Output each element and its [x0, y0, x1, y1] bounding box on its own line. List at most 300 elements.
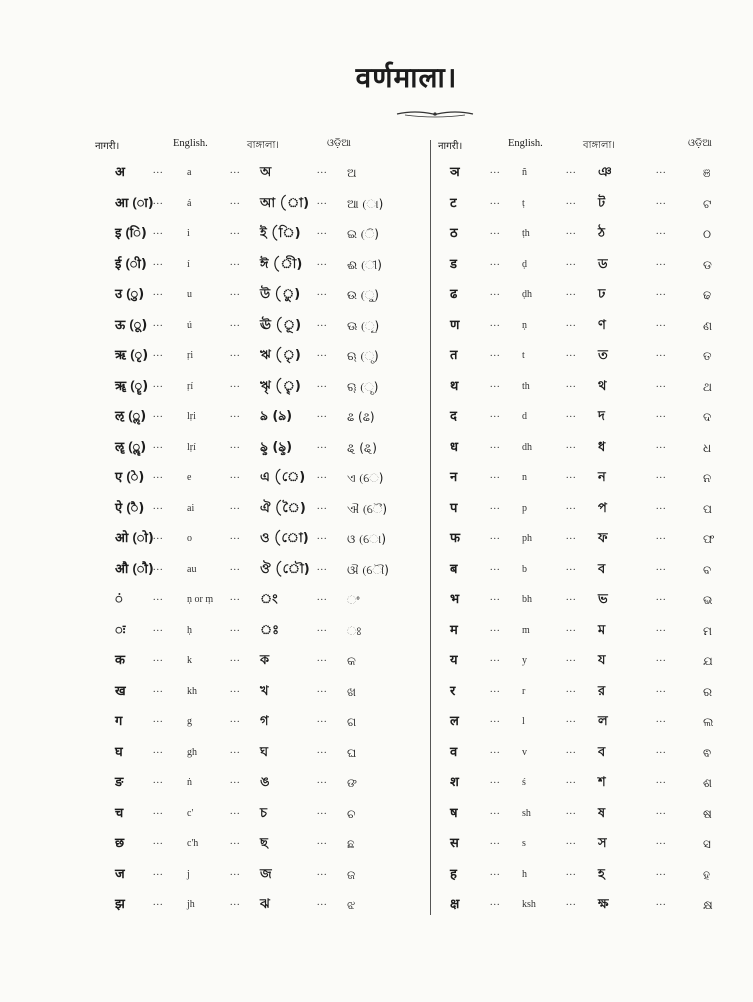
leader-dots: ...: [656, 653, 667, 664]
nagari-cell: ढ: [450, 287, 458, 302]
nagari-cell: ऐ (ै): [115, 500, 145, 516]
leader-dots: ...: [566, 531, 577, 542]
bengali-cell: ছ: [260, 836, 268, 851]
leader-dots: ...: [153, 531, 164, 542]
leader-dots: ...: [153, 653, 164, 664]
bengali-cell: প: [598, 500, 607, 516]
leader-dots: ...: [490, 226, 501, 237]
oriya-cell: ଧ: [703, 440, 712, 455]
nagari-cell: म: [450, 622, 458, 638]
leader-dots: ...: [656, 500, 667, 512]
leader-dots: ...: [317, 226, 328, 237]
english-cell: lṛi: [187, 411, 196, 422]
table-row: [438, 805, 753, 836]
nagari-cell: ऊ (ू): [115, 317, 148, 333]
leader-dots: ...: [566, 805, 577, 817]
bengali-cell: ঌ (ঌ): [260, 409, 293, 424]
leader-dots: ...: [656, 775, 667, 786]
table-row: [95, 408, 425, 439]
page-title: वर्णमाला।: [355, 61, 458, 94]
nagari-cell: ऋ (ृ): [115, 348, 149, 363]
leader-dots: ...: [153, 226, 164, 237]
nagari-cell: श: [450, 775, 459, 790]
leader-dots: ...: [490, 836, 501, 847]
bengali-cell: ই (ি): [260, 226, 301, 241]
english-cell: jh: [187, 899, 195, 910]
leader-dots: ...: [317, 897, 328, 908]
leader-dots: ...: [656, 470, 667, 481]
oriya-cell: ଓ (ୋ): [347, 532, 387, 546]
leader-dots: ...: [153, 378, 164, 390]
table-row: [95, 805, 425, 836]
nagari-cell: क: [115, 653, 125, 668]
leader-dots: ...: [317, 805, 328, 817]
english-cell: h: [522, 868, 527, 880]
table-row: [95, 561, 425, 592]
oriya-cell: ଗ: [347, 715, 357, 729]
nagari-cell: अ: [115, 165, 125, 180]
bengali-cell: আ (া): [260, 195, 310, 211]
bengali-cell: এ (ে): [260, 470, 306, 485]
leader-dots: ...: [317, 561, 328, 573]
leader-dots: ...: [230, 653, 241, 664]
table-row: [438, 225, 753, 256]
leader-dots: ...: [230, 561, 241, 573]
header-english: English.: [173, 138, 208, 149]
bengali-cell: ট: [598, 195, 606, 211]
nagari-cell: इ (ि): [115, 226, 147, 241]
nagari-cell: आ (ा): [115, 195, 154, 211]
leader-dots: ...: [490, 897, 501, 908]
oriya-cell: ଦ: [703, 410, 712, 424]
leader-dots: ...: [656, 256, 667, 268]
leader-dots: ...: [566, 897, 577, 908]
table-row: [438, 652, 753, 683]
table-row: [438, 591, 753, 622]
leader-dots: ...: [153, 195, 164, 207]
table-row: [438, 835, 753, 866]
leader-dots: ...: [230, 287, 241, 298]
leader-dots: ...: [230, 592, 241, 603]
table-row: [438, 561, 753, 592]
table-row: [95, 164, 425, 195]
leader-dots: ...: [490, 470, 501, 481]
column-divider: [430, 140, 431, 915]
nagari-cell: ध: [450, 439, 458, 455]
bengali-cell: ধ: [598, 439, 606, 455]
table-row: [95, 439, 425, 470]
nagari-cell: ख: [115, 683, 126, 699]
leader-dots: ...: [230, 866, 241, 878]
leader-dots: ...: [656, 348, 667, 359]
leader-dots: ...: [656, 897, 667, 908]
table-row: [95, 256, 425, 287]
bengali-cell: ম: [598, 622, 606, 638]
table-row: [438, 744, 753, 775]
leader-dots: ...: [656, 439, 667, 451]
nagari-cell: स: [450, 836, 459, 851]
nagari-cell: क्ष: [450, 897, 460, 912]
leader-dots: ...: [656, 165, 667, 176]
oriya-cell: ଣ: [703, 318, 713, 333]
leader-dots: ...: [490, 287, 501, 298]
nagari-cell: उ (ु): [115, 287, 145, 302]
english-cell: b: [522, 563, 527, 575]
table-row: [95, 652, 425, 683]
oriya-cell: ମ: [703, 623, 712, 638]
leader-dots: ...: [490, 195, 501, 207]
leader-dots: ...: [153, 409, 164, 420]
leader-dots: ...: [317, 592, 328, 603]
oriya-cell: ଯ: [703, 654, 713, 668]
leader-dots: ...: [317, 836, 328, 847]
nagari-cell: झ: [115, 897, 125, 912]
leader-dots: ...: [566, 866, 577, 878]
leader-dots: ...: [317, 256, 328, 268]
leader-dots: ...: [490, 531, 501, 542]
table-row: [438, 713, 753, 744]
leader-dots: ...: [656, 622, 667, 634]
bengali-cell: ফ: [598, 531, 608, 546]
leader-dots: ...: [317, 470, 328, 481]
english-cell: ṅ: [187, 777, 192, 788]
english-cell: ñ: [522, 167, 527, 178]
bengali-cell: ঞ: [598, 165, 612, 180]
leader-dots: ...: [230, 165, 241, 176]
leader-dots: ...: [230, 897, 241, 908]
bengali-cell: ত: [598, 348, 608, 363]
english-cell: au: [187, 563, 197, 575]
nagari-cell: ॠ (ॄ): [115, 378, 149, 394]
nagari-cell: ब: [450, 561, 458, 577]
leader-dots: ...: [566, 683, 577, 695]
leader-dots: ...: [230, 378, 241, 390]
bengali-cell: ঔ (ৌ): [260, 561, 310, 577]
oriya-cell: ଉ (ୁ): [347, 288, 379, 302]
english-cell: ph: [522, 533, 532, 544]
leader-dots: ...: [490, 439, 501, 451]
leader-dots: ...: [230, 409, 241, 420]
table-row: [95, 530, 425, 561]
leader-dots: ...: [566, 836, 577, 847]
leader-dots: ...: [566, 409, 577, 420]
english-cell: y: [522, 655, 527, 666]
bengali-cell: শ: [598, 775, 606, 790]
header-nagari: नागरी।: [438, 141, 463, 152]
header-bengali: বাঙ্গালা।: [247, 140, 279, 151]
title-ornament: [395, 108, 475, 120]
table-row: [438, 683, 753, 714]
leader-dots: ...: [153, 256, 164, 268]
leader-dots: ...: [490, 348, 501, 359]
oriya-cell: ଠ: [703, 227, 712, 241]
leader-dots: ...: [153, 775, 164, 786]
bengali-cell: ল: [598, 714, 608, 729]
leader-dots: ...: [317, 775, 328, 786]
leader-dots: ...: [153, 470, 164, 481]
leader-dots: ...: [230, 531, 241, 542]
oriya-cell: ଟ: [703, 196, 712, 211]
leader-dots: ...: [153, 348, 164, 359]
bengali-cell: ং: [260, 592, 278, 607]
oriya-cell: ଖ: [347, 684, 356, 699]
table-row: [95, 469, 425, 500]
leader-dots: ...: [230, 256, 241, 268]
leader-dots: ...: [317, 500, 328, 512]
oriya-cell: ବ: [703, 562, 712, 577]
oriya-cell: ଚ: [347, 806, 356, 821]
leader-dots: ...: [317, 165, 328, 176]
leader-dots: ...: [230, 775, 241, 786]
bengali-cell: ঠ: [598, 226, 605, 241]
leader-dots: ...: [566, 378, 577, 390]
leader-dots: ...: [230, 195, 241, 207]
english-cell: th: [522, 380, 530, 392]
leader-dots: ...: [317, 348, 328, 359]
nagari-cell: फ: [450, 531, 461, 546]
bengali-cell: ক: [260, 653, 270, 668]
table-row: [438, 469, 753, 500]
leader-dots: ...: [490, 409, 501, 420]
header-oriya: ଓଡ଼ିଆ: [327, 138, 351, 149]
oriya-cell: ଌ (ଌ): [347, 410, 375, 424]
oriya-cell: ଈ (ୀ): [347, 257, 382, 272]
english-cell: n: [522, 472, 527, 483]
bengali-cell: থ: [598, 378, 607, 394]
leader-dots: ...: [317, 317, 328, 329]
left-column: [95, 138, 425, 918]
bengali-cell: ঐ (ৈ): [260, 500, 306, 516]
bengali-cell: ও (ো): [260, 531, 309, 546]
english-cell: kh: [187, 685, 197, 697]
table-row: [95, 378, 425, 409]
oriya-cell: ଷ: [703, 806, 712, 821]
table-row: [438, 317, 753, 348]
leader-dots: ...: [153, 866, 164, 878]
english-cell: c'h: [187, 838, 199, 849]
bengali-cell: ঋ (ৃ): [260, 348, 301, 363]
oriya-cell: ଂ: [347, 593, 360, 607]
oriya-cell: ଥ: [703, 379, 712, 394]
header-nagari: नागरी।: [95, 141, 120, 152]
leader-dots: ...: [566, 653, 577, 664]
leader-dots: ...: [153, 836, 164, 847]
leader-dots: ...: [656, 226, 667, 237]
leader-dots: ...: [566, 439, 577, 451]
bengali-cell: ব: [598, 744, 606, 760]
leader-dots: ...: [566, 256, 577, 268]
nagari-cell: छ: [115, 836, 125, 851]
oriya-cell: କ୍ଷ: [703, 898, 713, 912]
oriya-cell: ଲ: [703, 715, 714, 729]
table-row: [438, 164, 753, 195]
leader-dots: ...: [230, 500, 241, 512]
oriya-cell: ଵ: [703, 745, 712, 760]
nagari-cell: ञ: [450, 165, 460, 180]
leader-dots: ...: [566, 165, 577, 176]
table-row: [95, 774, 425, 805]
leader-dots: ...: [566, 287, 577, 298]
right-table: [438, 164, 753, 927]
bengali-cell: দ: [598, 409, 605, 424]
leader-dots: ...: [656, 287, 667, 298]
leader-dots: ...: [153, 622, 164, 634]
leader-dots: ...: [317, 744, 328, 756]
english-cell: í: [187, 258, 190, 270]
leader-dots: ...: [566, 622, 577, 634]
bengali-cell: ঈ (ী): [260, 256, 303, 272]
bengali-cell: ঢ: [598, 287, 606, 302]
leader-dots: ...: [230, 470, 241, 481]
leader-dots: ...: [153, 683, 164, 695]
bengali-cell: ষ: [598, 805, 606, 821]
nagari-cell: ग: [115, 714, 123, 729]
oriya-cell: ସ: [703, 837, 711, 851]
leader-dots: ...: [656, 836, 667, 847]
leader-dots: ...: [153, 744, 164, 756]
leader-dots: ...: [656, 409, 667, 420]
leader-dots: ...: [317, 653, 328, 664]
bengali-cell: য: [598, 653, 606, 668]
leader-dots: ...: [153, 165, 164, 176]
table-row: [95, 835, 425, 866]
oriya-cell: ଃ: [347, 623, 362, 638]
leader-dots: ...: [230, 836, 241, 847]
leader-dots: ...: [656, 561, 667, 573]
bengali-cell: ঘ: [260, 744, 269, 760]
english-cell: ksh: [522, 899, 536, 910]
leader-dots: ...: [153, 500, 164, 512]
english-cell: k: [187, 655, 192, 666]
oriya-cell: ଢ: [703, 288, 712, 302]
bengali-cell: ঙ: [260, 775, 270, 790]
english-cell: e: [187, 472, 192, 483]
leader-dots: ...: [490, 775, 501, 786]
leader-dots: ...: [230, 744, 241, 756]
oriya-cell: ଶ: [703, 776, 712, 790]
leader-dots: ...: [317, 622, 328, 634]
bengali-cell: ড: [598, 256, 608, 272]
leader-dots: ...: [317, 195, 328, 207]
english-cell: ś: [522, 777, 526, 788]
leader-dots: ...: [566, 470, 577, 481]
leader-dots: ...: [566, 317, 577, 329]
english-cell: s: [522, 838, 526, 849]
english-cell: i: [187, 228, 190, 239]
oriya-cell: ୡ (ୡ): [347, 440, 377, 455]
leader-dots: ...: [566, 226, 577, 237]
bengali-cell: ঊ (ূ): [260, 317, 302, 333]
table-row: [95, 713, 425, 744]
leader-dots: ...: [656, 378, 667, 390]
leader-dots: ...: [490, 622, 501, 634]
english-cell: ai: [187, 502, 195, 514]
table-row: [438, 378, 753, 409]
oriya-cell: ଘ: [347, 745, 357, 760]
leader-dots: ...: [230, 317, 241, 329]
oriya-cell: ତ: [703, 349, 712, 363]
leader-dots: ...: [317, 439, 328, 451]
table-row: [438, 408, 753, 439]
nagari-cell: ई (ी): [115, 256, 147, 272]
oriya-cell: ଙ: [347, 776, 357, 790]
leader-dots: ...: [490, 592, 501, 603]
english-cell: ḥ: [187, 624, 192, 636]
english-cell: ú: [187, 319, 192, 331]
leader-dots: ...: [566, 195, 577, 207]
leader-dots: ...: [230, 683, 241, 695]
oriya-cell: ଜ: [347, 867, 356, 882]
leader-dots: ...: [153, 561, 164, 573]
bengali-cell: অ: [260, 165, 272, 180]
leader-dots: ...: [230, 714, 241, 725]
oriya-cell: ଇ (ି): [347, 227, 379, 241]
english-cell: m: [522, 624, 530, 636]
english-cell: á: [187, 197, 192, 209]
leader-dots: ...: [153, 439, 164, 451]
nagari-cell: ए (े): [115, 470, 145, 485]
leader-dots: ...: [317, 714, 328, 725]
nagari-cell: र: [450, 683, 456, 699]
english-cell: p: [522, 502, 527, 514]
oriya-cell: ହ: [703, 867, 710, 882]
table-row: [438, 530, 753, 561]
leader-dots: ...: [656, 683, 667, 695]
oriya-cell: ଡ: [703, 257, 712, 272]
bengali-cell: উ (ু): [260, 287, 301, 302]
oriya-cell: କ: [347, 654, 356, 668]
oriya-cell: ଞ: [703, 166, 711, 180]
leader-dots: ...: [656, 714, 667, 725]
table-row: [95, 622, 425, 653]
nagari-cell: ह: [450, 866, 457, 882]
bengali-cell: ঃ: [260, 622, 280, 638]
leader-dots: ...: [566, 744, 577, 756]
bengali-cell: ৡ (ৡ): [260, 439, 293, 455]
table-row: [95, 500, 425, 531]
nagari-cell: य: [450, 653, 458, 668]
nagari-cell: ङ: [115, 775, 124, 790]
oriya-cell: ଫ: [703, 532, 715, 546]
leader-dots: ...: [490, 714, 501, 725]
leader-dots: ...: [656, 592, 667, 603]
leader-dots: ...: [490, 683, 501, 695]
english-cell: dh: [522, 441, 532, 453]
english-cell: ḍh: [522, 289, 532, 300]
leader-dots: ...: [490, 866, 501, 878]
nagari-cell: ज: [115, 866, 125, 882]
bengali-cell: ক্ষ: [598, 897, 609, 912]
leader-dots: ...: [153, 805, 164, 817]
bengali-cell: ভ: [598, 592, 608, 607]
bengali-cell: হ: [598, 866, 605, 882]
nagari-cell: ल: [450, 714, 459, 729]
table-row: [95, 744, 425, 775]
english-cell: lṛí: [187, 441, 196, 453]
table-row: [438, 347, 753, 378]
table-row: [95, 683, 425, 714]
english-cell: bh: [522, 594, 532, 605]
bengali-cell: চ: [260, 805, 268, 821]
english-cell: ṇ: [522, 319, 527, 331]
oriya-cell: ଭ: [703, 593, 713, 607]
bengali-cell: ন: [598, 470, 606, 485]
leader-dots: ...: [490, 561, 501, 573]
nagari-cell: ट: [450, 195, 457, 211]
table-row: [95, 317, 425, 348]
english-cell: j: [187, 868, 190, 880]
bengali-cell: খ: [260, 683, 269, 699]
